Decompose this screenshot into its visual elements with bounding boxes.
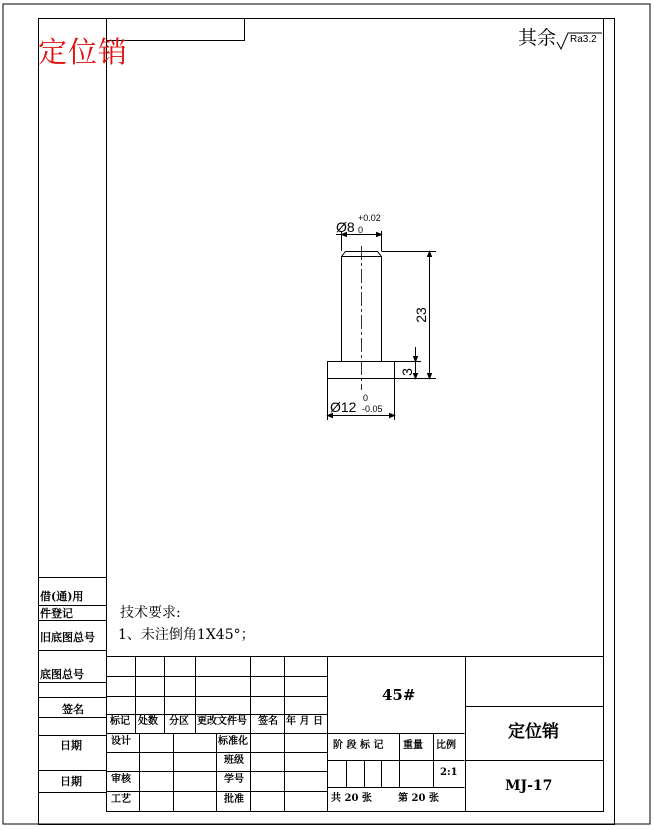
header-genggai: 更改文件号 (197, 716, 247, 727)
left-riqi-2: 日期 (60, 775, 82, 788)
label-banji: 班级 (224, 755, 244, 766)
sheet-number: 第 20 张 (398, 793, 439, 804)
dim-height-total: 23 (412, 307, 429, 323)
page-title: 定位销 (38, 35, 129, 69)
dim-flange-height: 3 (398, 368, 415, 376)
label-biaozhunhua: 标准化 (218, 736, 248, 747)
dim-flange-tol-upper: 0 (363, 393, 369, 403)
left-riqi-1: 日期 (60, 739, 82, 752)
requirements-item-1: 1、未注倒角1X45°； (118, 627, 255, 643)
sheets-total: 共 20 张 (331, 793, 372, 804)
part-name: 定位销 (508, 722, 559, 742)
dim-upper-tol-upper: +0.02 (358, 213, 381, 223)
left-jietong: 借(通)用 (40, 590, 84, 603)
left-ditu-zonghao: 底图总号 (40, 668, 84, 681)
label-jieduan: 阶 段 标 记 (333, 740, 384, 751)
left-qianming: 签名 (62, 703, 84, 716)
dim-upper-diameter: Ø8 (336, 219, 355, 235)
outer-frame (3, 4, 650, 824)
dim-upper-tol-lower: 0 (358, 225, 364, 235)
header-qianming: 签名 (258, 716, 278, 727)
header-chushu: 处数 (138, 716, 158, 727)
label-sheji: 设计 (111, 736, 131, 747)
left-jiuditu: 旧底图总号 (40, 631, 95, 644)
surface-roughness-value: Ra3.2 (570, 34, 597, 45)
label-xuehao: 学号 (224, 774, 244, 785)
change-table-grid (107, 657, 328, 812)
dim-flange-diameter: Ø12 (330, 399, 357, 415)
label-zhongliang: 重量 (403, 740, 423, 751)
pin-flange (328, 362, 395, 379)
title-block-right (328, 657, 604, 812)
label-shenhe: 审核 (111, 774, 131, 785)
label-bili: 比例 (436, 740, 456, 751)
header-nianyueri: 年 月 日 (286, 716, 323, 727)
label-pizhun: 批准 (224, 794, 244, 805)
requirements-heading: 技术要求: (120, 605, 181, 621)
left-jiandengji: 件登记 (40, 607, 73, 620)
scale-value: 2:1 (440, 767, 458, 778)
surface-note-label: 其余 (518, 27, 557, 49)
header-fenqu: 分区 (169, 716, 189, 727)
label-gongyi: 工艺 (111, 794, 131, 805)
drawing-border (39, 19, 615, 825)
drawing-number: MJ-17 (505, 778, 553, 794)
dim-flange-tol-lower: -0.05 (362, 404, 383, 414)
material: 45# (382, 686, 416, 704)
header-biaoji: 标记 (110, 716, 130, 727)
